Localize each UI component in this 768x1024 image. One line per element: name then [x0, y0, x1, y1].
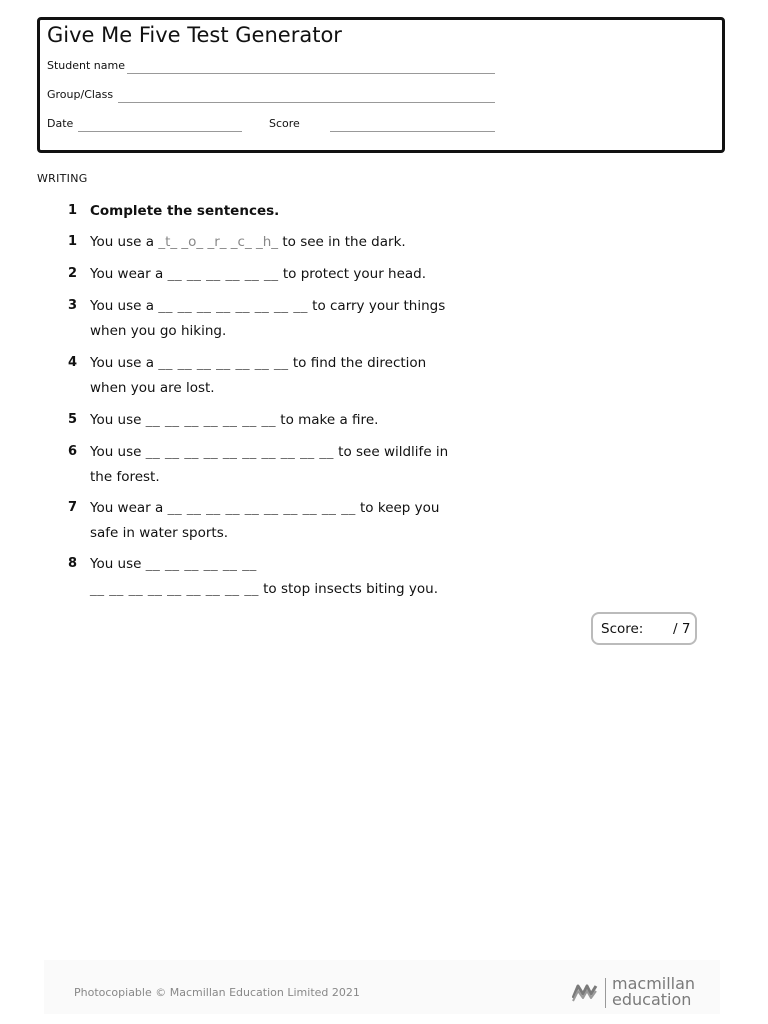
answer-blank[interactable]: __ __ __ __ __ __ __	[158, 355, 289, 371]
logo-wordmark	[612, 976, 695, 1008]
score-box-label: Score:	[601, 621, 644, 637]
macmillan-logo-icon	[572, 982, 598, 1002]
student-info-box	[37, 17, 725, 153]
exercise-number: 1	[68, 203, 78, 218]
sentence-text: to keep you	[355, 500, 440, 516]
section-label: WRITING	[37, 172, 88, 185]
sentence-text: to make a fire.	[276, 412, 379, 428]
score-field[interactable]	[330, 131, 495, 132]
sentence-text: to see wildlife in	[333, 444, 449, 460]
answer-blank[interactable]: __ __ __ __ __ __ __ __ __ __	[145, 444, 334, 460]
item-sentence-line	[90, 355, 426, 371]
answer-blank[interactable]: __ __ __ __ __ __ __ __ __ __	[167, 500, 356, 516]
answer-blank[interactable]: __ __ __ __ __ __ __ __	[158, 298, 308, 314]
item-sentence-line	[90, 525, 228, 541]
item-number: 7	[68, 500, 78, 515]
sentence-text: You use	[90, 556, 146, 572]
item-sentence-line	[90, 380, 215, 396]
sentence-text: You use	[90, 444, 146, 460]
sentence-text: when you are lost.	[90, 380, 215, 396]
item-number: 4	[68, 355, 78, 370]
item-sentence-line	[90, 444, 448, 460]
example-answer: _t_ _o_ _r_ _c_ _h_	[158, 234, 279, 250]
item-sentence-line	[90, 469, 160, 485]
item-sentence-line	[90, 500, 439, 516]
answer-blank[interactable]: __ __ __ __ __ __ __ __ __	[90, 581, 259, 597]
sentence-text: You use a	[90, 355, 159, 371]
group-class-label: Group/Class	[47, 88, 114, 101]
answer-blank[interactable]: __ __ __ __ __ __ __	[145, 412, 276, 428]
sentence-text: You use	[90, 412, 146, 428]
sentence-text: to find the direction	[288, 355, 427, 371]
item-sentence-line	[90, 581, 438, 597]
page-title: Give Me Five Test Generator	[47, 23, 342, 47]
item-sentence-line	[90, 266, 426, 282]
sentence-text: when you go hiking.	[90, 323, 227, 339]
sentence-text: to stop insects biting you.	[258, 581, 438, 597]
sentence-text: You wear a	[90, 266, 168, 282]
score-box-total: / 7	[673, 621, 691, 637]
score-box	[591, 612, 697, 645]
answer-blank[interactable]: __ __ __ __ __ __	[167, 266, 279, 282]
item-number: 5	[68, 412, 78, 427]
sentence-text: to carry your things	[307, 298, 446, 314]
logo-divider	[605, 978, 606, 1008]
sentence-text: You use a	[90, 234, 159, 250]
copyright-notice: Photocopiable © Macmillan Education Limited 2021	[74, 986, 360, 999]
sentence-text: safe in water sports.	[90, 525, 229, 541]
date-field[interactable]	[78, 131, 242, 132]
sentence-text: to see in the dark.	[278, 234, 406, 250]
student-name-field[interactable]	[127, 73, 495, 74]
logo-line-1: macmillan	[612, 974, 696, 993]
item-number: 8	[68, 556, 78, 571]
item-number: 6	[68, 444, 78, 459]
item-number: 2	[68, 266, 78, 281]
item-number: 1	[68, 234, 78, 249]
sentence-text: to protect your head.	[278, 266, 427, 282]
item-sentence-line	[90, 412, 378, 428]
item-number: 3	[68, 298, 78, 313]
sentence-text: You wear a	[90, 500, 168, 516]
exercise-instruction: Complete the sentences.	[90, 203, 280, 219]
sentence-text: You use a	[90, 298, 159, 314]
date-label: Date	[47, 117, 74, 130]
item-sentence-line	[90, 298, 445, 314]
answer-blank[interactable]: __ __ __ __ __ __	[145, 556, 257, 572]
footer	[44, 960, 720, 1014]
group-class-field[interactable]	[118, 102, 495, 103]
item-sentence-line	[90, 234, 406, 250]
sentence-text: the forest.	[90, 469, 160, 485]
logo-line-2: education	[612, 990, 692, 1009]
item-sentence-line	[90, 323, 226, 339]
student-name-label: Student name	[47, 59, 125, 72]
score-label: Score	[269, 117, 300, 130]
item-sentence-line	[90, 556, 257, 572]
macmillan-logo	[572, 976, 712, 1010]
